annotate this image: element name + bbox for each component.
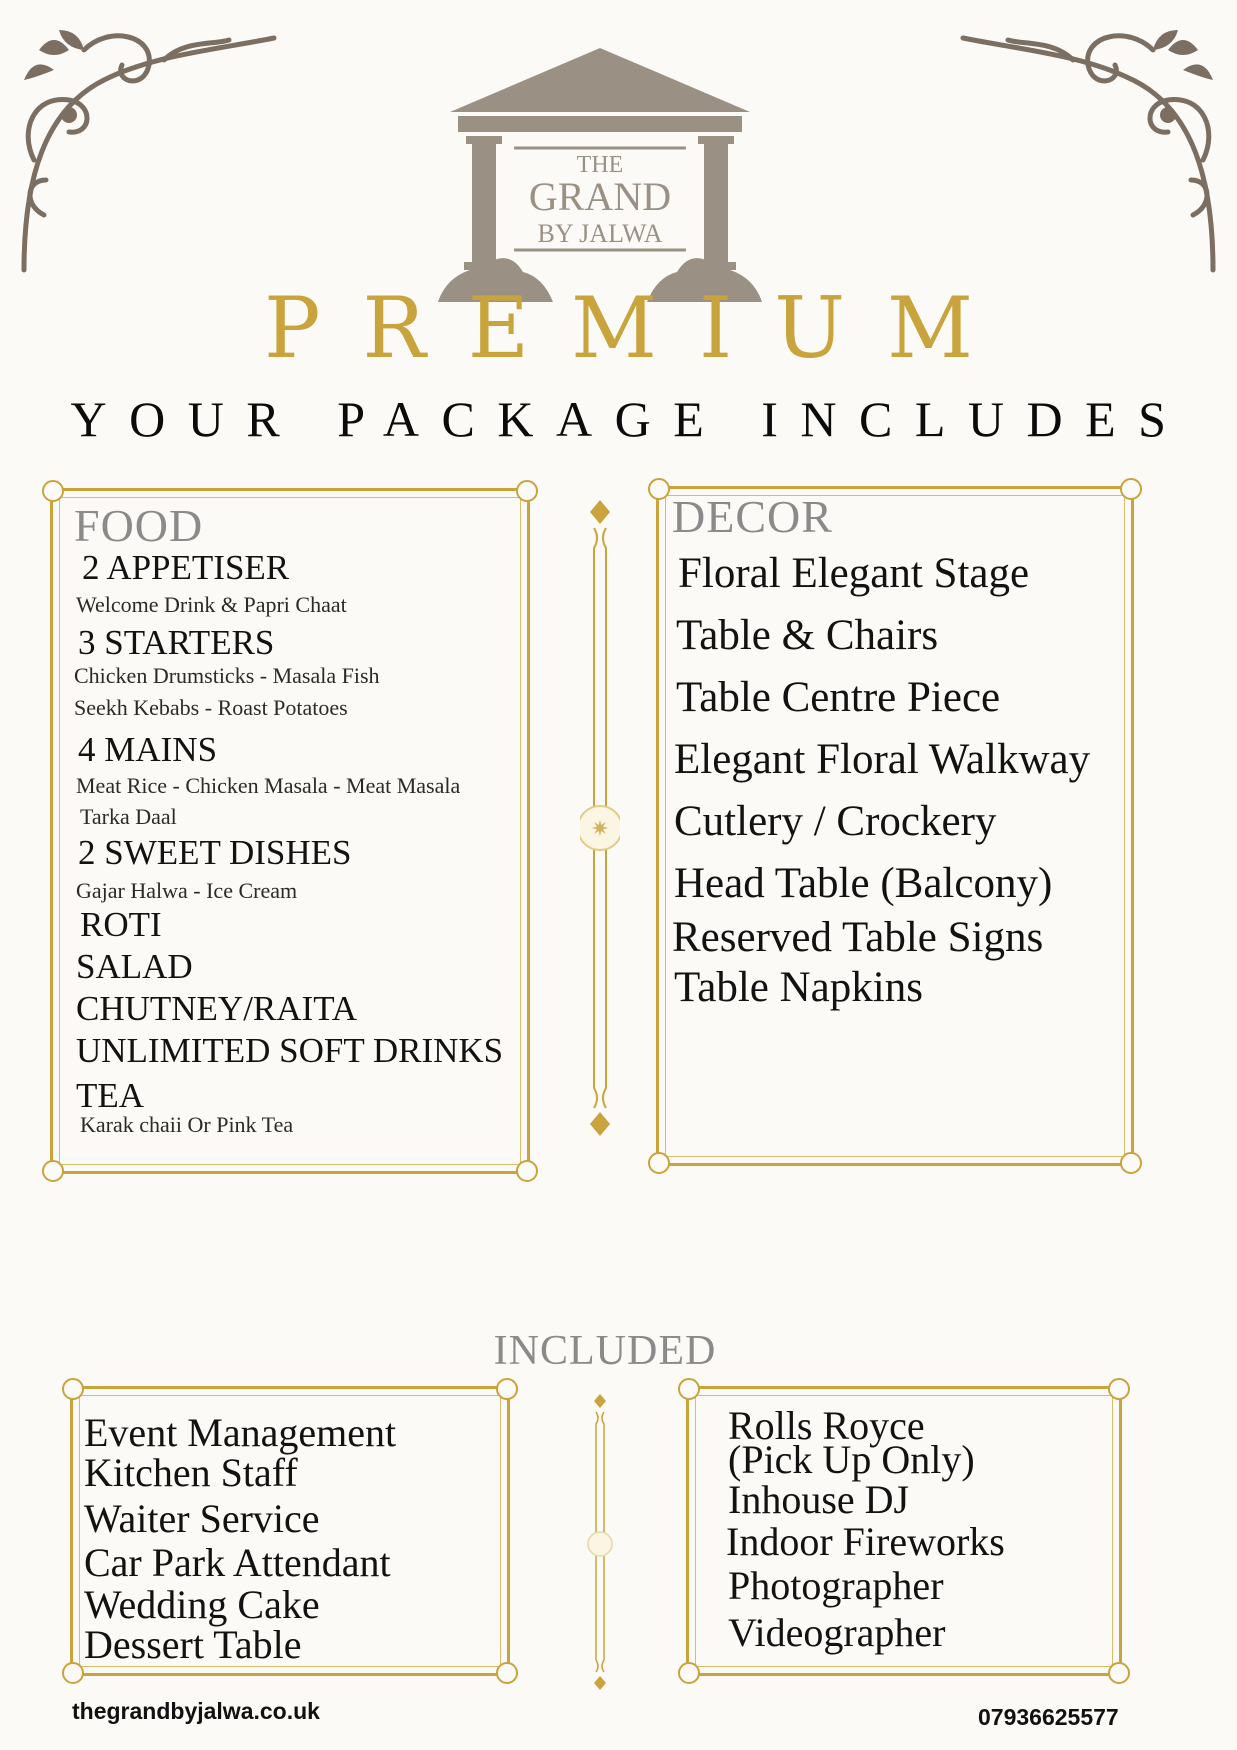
food-heading: FOOD <box>74 500 204 551</box>
food-entry: SALAD <box>76 947 193 986</box>
food-entry: Meat Rice - Chicken Masala - Meat Masala <box>76 773 461 798</box>
divider-ornament-icon <box>580 1392 620 1692</box>
logo-line-the: THE <box>576 152 624 178</box>
decor-item: Table Centre Piece <box>676 674 1001 721</box>
included-item: Car Park Attendant <box>84 1540 391 1585</box>
decor-item: Reserved Table Signs <box>672 914 1044 961</box>
food-entry: UNLIMITED SOFT DRINKS <box>76 1031 504 1070</box>
included-item: Inhouse DJ <box>728 1477 910 1522</box>
decor-item: Cutlery / Crockery <box>674 798 997 845</box>
divider-ornament-icon <box>580 498 620 1138</box>
food-entry: 4 MAINS <box>78 730 218 769</box>
food-entry: CHUTNEY/RAITA <box>76 989 358 1028</box>
decor-item: Elegant Floral Walkway <box>674 736 1091 783</box>
food-entry: 2 SWEET DISHES <box>78 833 352 872</box>
food-panel <box>50 488 530 1174</box>
included-item: Indoor Fireworks <box>726 1519 1005 1564</box>
food-entry: 3 STARTERS <box>78 623 275 662</box>
included-item: (Pick Up Only) <box>728 1437 975 1482</box>
package-subtitle: YOUR PACKAGE INCLUDES <box>70 391 1189 447</box>
food-entry: Welcome Drink & Papri Chaat <box>76 592 347 617</box>
logo-line-grand: GRAND <box>528 174 672 219</box>
food-entry: 2 APPETISER <box>82 548 290 587</box>
included-item: Dessert Table <box>84 1622 302 1667</box>
decor-heading: DECOR <box>672 491 833 542</box>
food-entry: ROTI <box>80 905 162 944</box>
food-entry: Tarka Daal <box>80 804 177 829</box>
included-item: Rolls Royce <box>728 1403 925 1448</box>
included-heading: INCLUDED <box>493 1328 717 1374</box>
included-item: Kitchen Staff <box>84 1450 298 1495</box>
food-entry: Karak chaii Or Pink Tea <box>80 1112 294 1137</box>
website-link[interactable]: thegrandbyjalwa.co.uk <box>72 1698 320 1724</box>
logo-line-by-jalwa: BY JALWA <box>537 219 663 248</box>
food-entry: Seekh Kebabs - Roast Potatoes <box>74 695 348 720</box>
food-entry: Chicken Drumsticks - Masala Fish <box>74 663 380 688</box>
food-entry: TEA <box>76 1076 145 1115</box>
included-item: Waiter Service <box>84 1496 320 1541</box>
svg-text:✷: ✷ <box>590 817 610 842</box>
included-item: Wedding Cake <box>84 1582 320 1627</box>
phone-number[interactable]: 07936625577 <box>978 1704 1119 1730</box>
decor-item: Table Napkins <box>674 964 923 1011</box>
included-item: Videographer <box>728 1610 946 1655</box>
package-title: PREMIUM <box>263 279 1016 377</box>
corner-ornament-right-icon <box>943 20 1223 300</box>
decor-item: Head Table (Balcony) <box>674 860 1053 907</box>
decor-item: Floral Elegant Stage <box>678 550 1030 597</box>
decor-item: Table & Chairs <box>676 612 939 659</box>
brand-logo <box>430 44 770 306</box>
included-item: Photographer <box>728 1563 944 1608</box>
corner-ornament-left-icon <box>14 20 294 300</box>
included-item: Event Management <box>84 1410 397 1455</box>
food-entry: Gajar Halwa - Ice Cream <box>76 878 298 903</box>
